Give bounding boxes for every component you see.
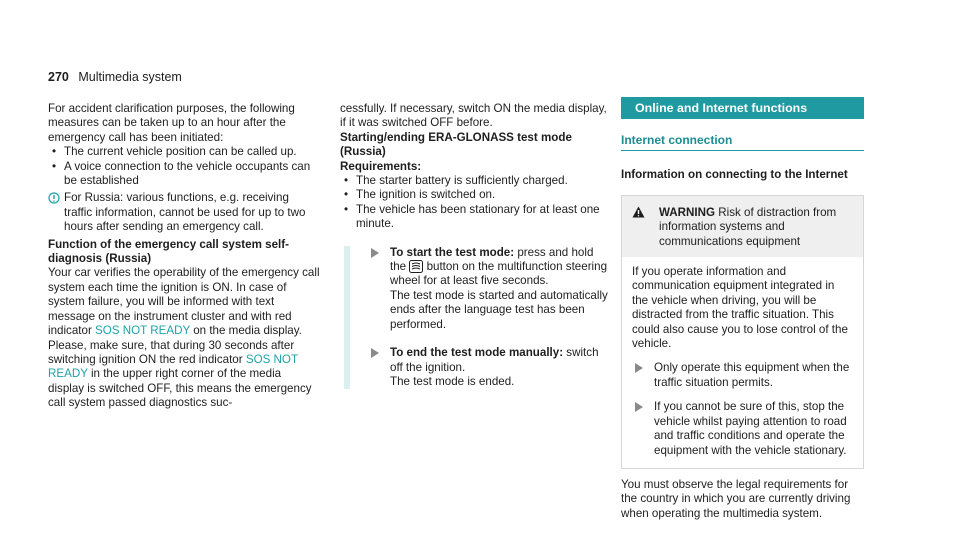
column-right [621, 97, 864, 521]
step-block [344, 246, 612, 390]
section-title-bar: Online and Internet functions [621, 97, 864, 119]
continuation-paragraph: cessfully. If necessary, switch ON the media display, if it was switched OFF before. [340, 102, 607, 130]
info-icon [48, 192, 60, 204]
list-item: • The current vehicle position can be called up. [48, 145, 320, 159]
warning-step: If you cannot be sure of this, stop the vehicle whilst paying attention to road and traffic conditions and operate the equipment with the vehicle stationary. [632, 400, 853, 458]
requirements-heading: Requirements: [340, 159, 422, 173]
diagnosis-paragraph: Your car verifies the operability of the emergency call system each time the ignition is ON. In case of system failure, you will be informed with text message on the instrument cluster and with red indicator SOS NOT READY on the media display. [48, 266, 320, 338]
section-heading: Starting/ending ERA-GLONASS test mode (Russia) [340, 130, 572, 159]
sos-indicator: SOS NOT READY [48, 352, 298, 381]
closing-paragraph: You must observe the legal requirements for the country in which you are currently driving when operating the multimedia system. [621, 477, 851, 520]
step-end-test-mode: To end the test mode manually: switch off the ignition. The test mode is ended. [368, 346, 612, 389]
note-text: For Russia: various functions, e.g. receiving traffic information, cannot be used for up to two hours after sending an emergency call. [64, 191, 306, 234]
arrow-icon [635, 363, 643, 373]
list-item: • The ignition is switched on. [340, 188, 612, 202]
page-header [48, 70, 182, 84]
intro-paragraph: For accident clarification purposes, the following measures can be taken up to an hour after the emergency call has been initiated: [48, 102, 295, 144]
list-item: • The starter battery is sufficiently charged. [340, 174, 612, 188]
ignition-paragraph: Please, make sure, that during 30 seconds after switching ignition ON the red indicator SOS NOT READY in the upper right corner of the media display is switched OFF, this means the emergency call system passed diagnostics suc- [48, 338, 312, 410]
warning-header [622, 196, 863, 257]
chapter-title: Multimedia system [78, 70, 182, 84]
warning-label: WARNING [659, 205, 716, 219]
sos-indicator: SOS NOT READY [95, 324, 190, 338]
russia-note [48, 191, 320, 234]
warning-text: If you operate information and communication equipment integrated in the vehicle when driving, you will be distracted from the traffic situation. This could also cause you to lose control of the vehicle. [632, 265, 848, 351]
section-heading: Function of the emergency call system self-diagnosis (Russia) [48, 237, 289, 266]
list-item: • The vehicle has been stationary for at least one minute. [340, 203, 612, 232]
warning-icon [632, 206, 645, 218]
step-start-test-mode: To start the test mode: press and hold the button on the multifunction steering wheel for at least five seconds. The test mode is started and automatically ends after the language test has been performed. [368, 246, 612, 332]
warning-box [621, 195, 864, 469]
arrow-icon [635, 402, 643, 412]
subsection-heading: Internet connection [621, 133, 864, 151]
arrow-icon [371, 248, 379, 258]
warning-title: Risk of distraction from information systems and communications equipment [659, 205, 837, 248]
page-number: 270 [48, 70, 69, 84]
arrow-icon [371, 348, 379, 358]
warning-body [622, 257, 863, 468]
column-middle [340, 102, 612, 389]
list-item: • A voice connection to the vehicle occupants can be established [48, 160, 320, 189]
voice-control-button-icon [409, 260, 423, 273]
info-heading: Information on connecting to the Internet [621, 168, 848, 182]
column-left [48, 102, 320, 411]
warning-step: Only operate this equipment when the traffic situation permits. [632, 361, 853, 390]
